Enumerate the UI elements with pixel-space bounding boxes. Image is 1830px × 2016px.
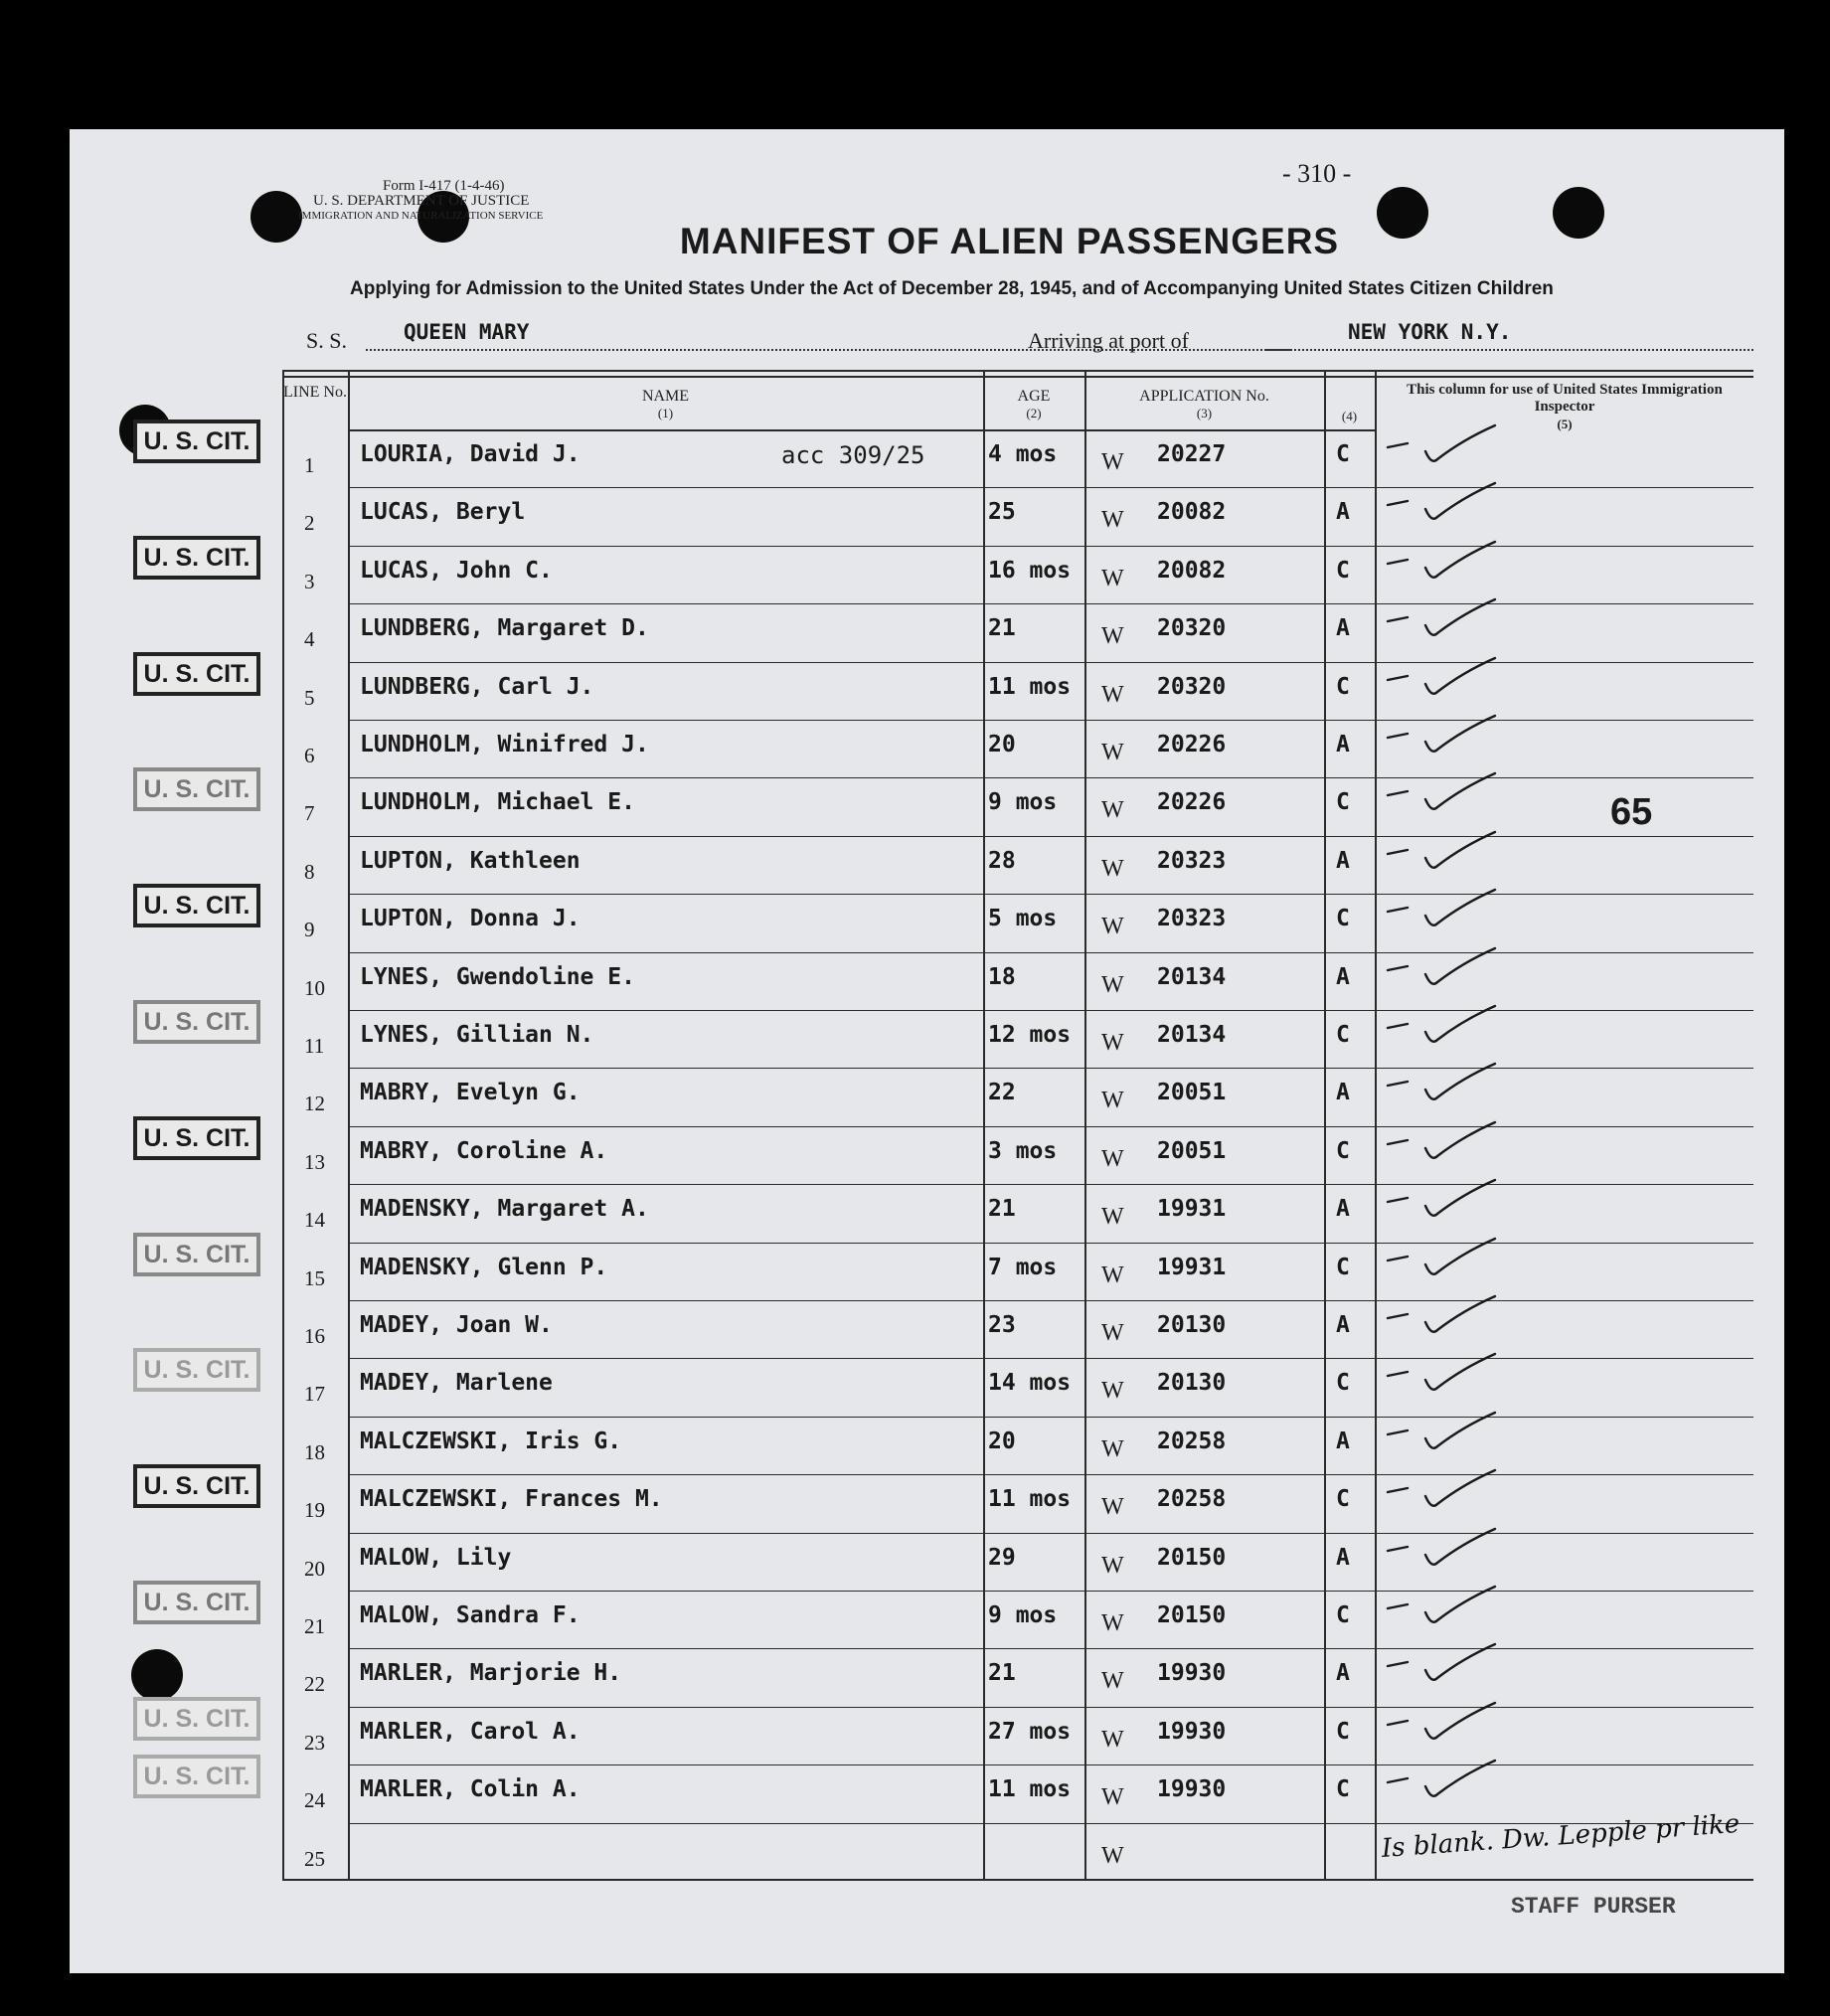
line-number: 25 xyxy=(304,1846,325,1871)
application-prefix: W xyxy=(1101,1668,1124,1695)
line-number: 21 xyxy=(304,1614,325,1638)
class-code: A xyxy=(1336,963,1350,990)
passenger-name: MADEY, Joan W. xyxy=(360,1312,553,1338)
class-code: C xyxy=(1336,1254,1350,1280)
application-number: 20320 xyxy=(1157,673,1227,700)
class-code: A xyxy=(1336,1428,1350,1454)
application-number: 20227 xyxy=(1157,441,1227,467)
class-code: C xyxy=(1336,1486,1350,1513)
form-header xyxy=(298,179,543,224)
class-code: C xyxy=(1336,789,1350,816)
purser-stamp: STAFF PURSER xyxy=(1511,1894,1676,1920)
class-code: A xyxy=(1336,1312,1350,1338)
us-citizen-stamp: U. S. CIT. xyxy=(133,1697,260,1741)
margin-number: 65 xyxy=(1610,791,1653,833)
passenger-name: MADENSKY, Margaret A. xyxy=(360,1196,649,1223)
us-citizen-stamp: U. S. CIT. xyxy=(133,420,260,463)
table-row xyxy=(143,1472,1753,1534)
header-col4 xyxy=(1324,408,1375,424)
passenger-name: MALOW, Lily xyxy=(360,1544,512,1571)
header-app-num: (3) xyxy=(1196,406,1213,420)
header-application xyxy=(1084,388,1324,421)
table-row xyxy=(143,892,1753,953)
application-prefix: W xyxy=(1101,1088,1124,1114)
passenger-age: 11 mos xyxy=(988,1486,1072,1513)
ship-label: S. S. xyxy=(306,328,347,353)
inspector-check-icon xyxy=(1386,1757,1505,1808)
header-inspector-label: This column for use of United States Immigration Inspector xyxy=(1407,382,1723,415)
application-prefix: W xyxy=(1101,971,1124,998)
form-number: Form I-417 (1-4-46) xyxy=(383,178,505,194)
header-age-label: AGE xyxy=(1017,388,1051,405)
line-number: 5 xyxy=(304,685,315,710)
table-row xyxy=(143,775,1753,837)
table-row xyxy=(282,1186,1753,1244)
application-number: 20258 xyxy=(1157,1428,1227,1454)
application-number: 19931 xyxy=(1157,1254,1227,1280)
application-prefix: W xyxy=(1101,1261,1124,1288)
passenger-age: 23 xyxy=(988,1312,1016,1338)
inspector-check-icon xyxy=(1386,712,1505,763)
line-number: 1 xyxy=(304,453,315,477)
port-label: Arriving at port of xyxy=(1028,328,1189,353)
table-row xyxy=(143,1123,1753,1186)
application-prefix: W xyxy=(1101,797,1124,824)
header-line-no: LINE No. xyxy=(283,384,347,401)
application-prefix: W xyxy=(1101,1435,1124,1462)
table-row xyxy=(282,1535,1753,1593)
passenger-age: 11 mos xyxy=(988,673,1072,700)
table-row xyxy=(143,659,1753,722)
passenger-age: 21 xyxy=(988,1196,1016,1223)
application-number: 20134 xyxy=(1157,1022,1227,1048)
department-name: U. S. DEPARTMENT OF JUSTICE xyxy=(313,193,530,209)
passenger-age: 18 xyxy=(988,963,1016,990)
line-number: 19 xyxy=(304,1498,325,1523)
passenger-name: LUNDHOLM, Michael E. xyxy=(360,789,635,816)
application-number: 19930 xyxy=(1157,1776,1227,1803)
class-code: A xyxy=(1336,499,1350,526)
application-number: 19930 xyxy=(1157,1718,1227,1745)
line-number: 7 xyxy=(304,801,315,826)
header-col4-num: (4) xyxy=(1341,409,1358,423)
class-code: C xyxy=(1336,1718,1350,1745)
line-number: 9 xyxy=(304,918,315,942)
passenger-name: MARLER, Colin A. xyxy=(360,1776,581,1803)
inspector-check-icon xyxy=(1386,828,1505,880)
inspector-check-icon xyxy=(1386,654,1505,706)
inspector-check-icon xyxy=(1386,1292,1505,1344)
table-row xyxy=(282,1650,1753,1708)
application-prefix: W xyxy=(1101,1784,1124,1811)
us-citizen-stamp: U. S. CIT. xyxy=(133,767,260,811)
ship-name: QUEEN MARY xyxy=(404,320,530,344)
class-code: A xyxy=(1336,1660,1350,1687)
class-code: C xyxy=(1336,557,1350,584)
inspector-check-icon xyxy=(1386,479,1505,531)
passenger-name: LOURIA, David J. xyxy=(360,441,581,467)
application-number: 20051 xyxy=(1157,1137,1227,1164)
passenger-name: MARLER, Carol A. xyxy=(360,1718,581,1745)
class-code: C xyxy=(1336,1776,1350,1803)
passenger-age: 25 xyxy=(988,499,1016,526)
table-row xyxy=(143,1240,1753,1302)
header-inspector-num: (5) xyxy=(1557,417,1573,431)
passenger-age: 14 mos xyxy=(988,1370,1072,1397)
application-prefix: W xyxy=(1101,1842,1124,1869)
passenger-name: MALCZEWSKI, Frances M. xyxy=(360,1486,663,1513)
line-number: 17 xyxy=(304,1382,325,1407)
passenger-name: LUNDBERG, Margaret D. xyxy=(360,615,649,642)
passenger-age: 4 mos xyxy=(988,441,1058,467)
passenger-age: 5 mos xyxy=(988,906,1058,932)
application-number: 20150 xyxy=(1157,1544,1227,1571)
passenger-age: 21 xyxy=(988,615,1016,642)
application-number: 20134 xyxy=(1157,963,1227,990)
application-prefix: W xyxy=(1101,1726,1124,1753)
passenger-age: 7 mos xyxy=(988,1254,1058,1280)
inspector-check-icon xyxy=(1386,538,1505,589)
us-citizen-stamp: U. S. CIT. xyxy=(133,1116,260,1160)
inspector-check-icon xyxy=(1386,1525,1505,1577)
line-number: 6 xyxy=(304,744,315,767)
passenger-name: LYNES, Gillian N. xyxy=(360,1022,594,1048)
passenger-name: LUNDHOLM, Winifred J. xyxy=(360,732,649,757)
class-code: C xyxy=(1336,1137,1350,1164)
passenger-name: LUCAS, Beryl xyxy=(360,499,526,526)
application-prefix: W xyxy=(1101,1494,1124,1521)
application-number: 19930 xyxy=(1157,1660,1227,1687)
table-row xyxy=(143,1356,1753,1418)
table-row xyxy=(282,838,1753,896)
application-prefix: W xyxy=(1101,623,1124,650)
class-code: A xyxy=(1336,1196,1350,1223)
line-number: 2 xyxy=(304,511,315,536)
passenger-table xyxy=(143,370,1753,1881)
table-row xyxy=(282,1070,1753,1127)
table-row xyxy=(143,1008,1753,1070)
us-citizen-stamp: U. S. CIT. xyxy=(133,1581,260,1624)
passenger-age: 28 xyxy=(988,847,1016,874)
application-number: 20320 xyxy=(1157,615,1227,642)
passenger-name: LUNDBERG, Carl J. xyxy=(360,673,594,700)
application-number: 20082 xyxy=(1157,557,1227,584)
passenger-name: LUPTON, Kathleen xyxy=(360,847,581,874)
application-prefix: W xyxy=(1101,681,1124,708)
ship-info xyxy=(306,316,1752,356)
table-row xyxy=(143,1704,1753,1766)
us-citizen-stamp: U. S. CIT. xyxy=(133,1464,260,1508)
application-prefix: W xyxy=(1101,740,1124,765)
line-number: 22 xyxy=(304,1672,325,1697)
line-number: 16 xyxy=(304,1324,325,1348)
passenger-name: LUCAS, John C. xyxy=(360,557,553,584)
us-citizen-stamp: U. S. CIT. xyxy=(133,1348,260,1392)
passenger-name: MALCZEWSKI, Iris G. xyxy=(360,1428,622,1454)
class-code: A xyxy=(1336,1080,1350,1106)
class-code: C xyxy=(1336,1602,1350,1628)
application-prefix: W xyxy=(1101,1320,1124,1346)
application-prefix: W xyxy=(1101,1204,1124,1231)
class-code: C xyxy=(1336,441,1350,467)
application-number: 20258 xyxy=(1157,1486,1227,1513)
inspector-check-icon xyxy=(1386,421,1505,473)
header-name xyxy=(348,388,983,421)
application-number: 19931 xyxy=(1157,1196,1227,1223)
line-number: 3 xyxy=(304,569,315,593)
application-number: 20323 xyxy=(1157,906,1227,932)
header-name-num: (1) xyxy=(657,406,674,420)
passenger-name: LYNES, Gwendoline E. xyxy=(360,963,635,990)
inspector-check-icon xyxy=(1386,1176,1505,1228)
application-prefix: W xyxy=(1101,1378,1124,1405)
application-prefix: W xyxy=(1101,1610,1124,1636)
passenger-age: 22 xyxy=(988,1080,1016,1106)
us-citizen-stamp: U. S. CIT. xyxy=(133,1755,260,1798)
inspector-check-icon xyxy=(1386,595,1505,647)
class-code: A xyxy=(1336,615,1350,642)
punch-hole xyxy=(131,1649,183,1701)
application-prefix: W xyxy=(1101,449,1124,475)
application-prefix: W xyxy=(1101,855,1124,882)
passenger-age: 9 mos xyxy=(988,1602,1058,1628)
application-number: 20226 xyxy=(1157,789,1227,816)
line-number: 4 xyxy=(304,627,315,652)
inspector-check-icon xyxy=(1386,1699,1505,1751)
line-number: 13 xyxy=(304,1149,325,1174)
passenger-age: 11 mos xyxy=(988,1776,1072,1803)
application-number: 20130 xyxy=(1157,1312,1227,1338)
passenger-name: MARLER, Marjorie H. xyxy=(360,1660,622,1687)
header-app-label: APPLICATION No. xyxy=(1139,388,1269,405)
class-code: A xyxy=(1336,1544,1350,1571)
header-name-label: NAME xyxy=(641,388,690,405)
passenger-name: MABRY, Coroline A. xyxy=(360,1137,608,1164)
inspector-check-icon xyxy=(1386,1640,1505,1692)
passenger-name: MADENSKY, Glenn P. xyxy=(360,1254,608,1280)
table-row xyxy=(282,1419,1753,1476)
line-number: 18 xyxy=(304,1439,325,1464)
class-code: C xyxy=(1336,1370,1350,1397)
application-prefix: W xyxy=(1101,914,1124,940)
header-age xyxy=(983,388,1084,421)
application-number: 20130 xyxy=(1157,1370,1227,1397)
application-prefix: W xyxy=(1101,565,1124,591)
application-prefix: W xyxy=(1101,1552,1124,1579)
table-row xyxy=(143,543,1753,605)
line-number: 15 xyxy=(304,1265,325,1290)
table-row xyxy=(143,427,1753,489)
line-number: 10 xyxy=(304,975,325,1000)
inspector-check-icon xyxy=(1386,1118,1505,1170)
passenger-age: 3 mos xyxy=(988,1137,1058,1164)
application-prefix: W xyxy=(1101,1030,1124,1056)
inspector-check-icon xyxy=(1386,1583,1505,1634)
application-number: 20051 xyxy=(1157,1080,1227,1106)
class-code: A xyxy=(1336,847,1350,874)
accompanying-note: acc 309/25 xyxy=(781,441,925,469)
header-age-num: (2) xyxy=(1026,406,1042,420)
line-number: 23 xyxy=(304,1730,325,1755)
class-code: C xyxy=(1336,1022,1350,1048)
table-row xyxy=(282,722,1753,779)
passenger-age: 12 mos xyxy=(988,1022,1072,1048)
line-number: 12 xyxy=(304,1092,325,1116)
passenger-age: 9 mos xyxy=(988,789,1058,816)
handwritten-note: Is blank. Dw. Lepple pr like xyxy=(1380,1808,1742,1864)
class-code: C xyxy=(1336,906,1350,932)
us-citizen-stamp: U. S. CIT. xyxy=(133,1233,260,1276)
us-citizen-stamp: U. S. CIT. xyxy=(133,1000,260,1044)
application-number: 20150 xyxy=(1157,1602,1227,1628)
application-number: 20226 xyxy=(1157,732,1227,757)
table-row xyxy=(282,605,1753,663)
class-code: C xyxy=(1336,673,1350,700)
passenger-age: 27 mos xyxy=(988,1718,1072,1745)
service-name: IMMIGRATION AND NATURALIZATION SERVICE xyxy=(298,210,544,222)
table-row xyxy=(143,1589,1753,1650)
us-citizen-stamp: U. S. CIT. xyxy=(133,536,260,580)
passenger-age: 21 xyxy=(988,1660,1016,1687)
passenger-age: 20 xyxy=(988,732,1016,757)
page-subtitle: Applying for Admission to the United States Under the Act of December 28, 1945, and of Accompanying United States Citizen Children xyxy=(350,278,1554,299)
inspector-check-icon xyxy=(1386,769,1505,821)
class-code: A xyxy=(1336,732,1350,757)
inspector-check-icon xyxy=(1386,1060,1505,1111)
passenger-name: MABRY, Evelyn G. xyxy=(360,1080,581,1106)
passenger-name: MADEY, Marlene xyxy=(360,1370,553,1397)
us-citizen-stamp: U. S. CIT. xyxy=(133,652,260,696)
inspector-check-icon xyxy=(1386,944,1505,996)
line-number: 20 xyxy=(304,1556,325,1581)
page-title: MANIFEST OF ALIEN PASSENGERS xyxy=(679,221,1340,261)
inspector-check-icon xyxy=(1386,1235,1505,1286)
passenger-age: 29 xyxy=(988,1544,1016,1571)
application-prefix: W xyxy=(1101,1145,1124,1172)
inspector-check-icon xyxy=(1386,1350,1505,1402)
line-number: 11 xyxy=(304,1034,325,1058)
passenger-name: LUPTON, Donna J. xyxy=(360,906,581,932)
page-number: - 310 - xyxy=(1282,159,1352,188)
inspector-check-icon xyxy=(1386,886,1505,937)
port-name: NEW YORK N.Y. xyxy=(1348,320,1512,344)
us-citizen-stamp: U. S. CIT. xyxy=(133,884,260,927)
application-number: 20082 xyxy=(1157,499,1227,526)
passenger-age: 20 xyxy=(988,1428,1016,1454)
table-row xyxy=(282,489,1753,547)
passenger-age: 16 mos xyxy=(988,557,1072,584)
table-row xyxy=(282,954,1753,1012)
inspector-check-icon xyxy=(1386,1002,1505,1054)
passenger-name: MALOW, Sandra F. xyxy=(360,1602,581,1628)
line-number: 14 xyxy=(304,1208,325,1233)
application-number: 20323 xyxy=(1157,847,1227,874)
line-number: 24 xyxy=(304,1788,325,1813)
inspector-check-icon xyxy=(1386,1409,1505,1460)
inspector-check-icon xyxy=(1386,1466,1505,1518)
line-number: 8 xyxy=(304,859,315,884)
application-prefix: W xyxy=(1101,507,1124,534)
table-row xyxy=(282,1302,1753,1360)
table-row xyxy=(143,1763,1753,1824)
